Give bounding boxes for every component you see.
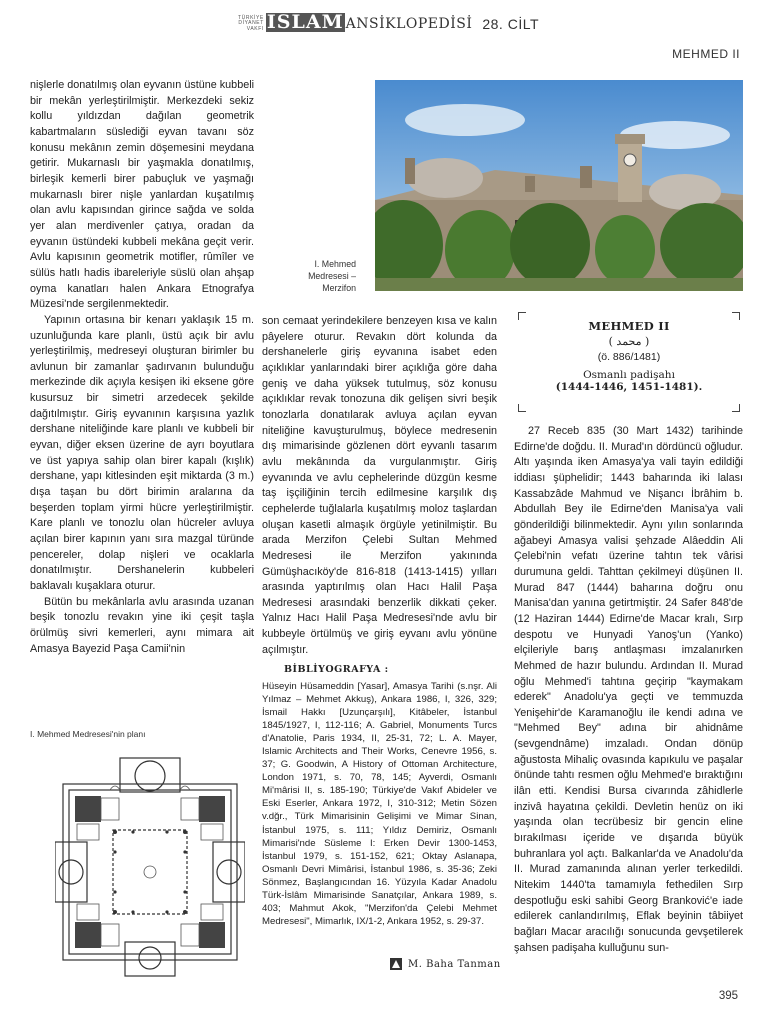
paragraph: nişlerle donatılmış olan eyvanın üstüne kubbeli bir mekân yerleştirilmiştir. Merkezdeki sekiz kollu yıldızdan dağılan geometrik kabartmaların süslediği eyvan tavanı söz konusu mekânın zemin döşemesini meydana getirir. Mukarnaslı bir yaşmakla donatılmış, birleşik kemerli birer pabuçluk ve yaşmağı mukarnaslı birer nişle yanlardan kuşatılmış olan avlu kapısından girince sağda ve solda yer alan merdivenler çatıya, oradan da eyvanın üstündeki kubbeli mekâna geçit verir. Avlu kapısının geometrik motifler, rûmîler ve sülüs hatlı hadis ibareleriyle süslü olan ahşap oyma kanatları halen Ankara Etnografya Müzesi'nde sergilenmektedir. <box>30 79 254 311</box>
paragraph: Yapının ortasına bir kenarı yaklaşık 15 m. uzunluğunda kare planlı, üstü açık bir avlu yerleştirilmiş, medreseyi oluşturan birimler bu avlunun bir zamanlar şadırvanın bulunduğu merkezinde dik açıyla kesişen iki eksene göre kusursuz bir simetri arzedecek şekilde dağıtılmıştır. Giriş eyvanının karşısına yazlık dershane niteliğinde kare planlı ve kubbeli bir eyvan, diğer eksen üzerine de ayrı boyutlara ve üst yapıya sahip olan birer kapalı (kışlık) dershane, yapı kitlesinden eşit miktarda (3 m.) dışa taşan bu dört birimin aralarına da beşerden toplam yirmi hücre yerleştirilmiştir. Kare planlı ve tonozlu olan hücreler avluya açılan birer kapının yanı sıra mazgal türünde pencereler, dolap nişleri ve ocaklarla donatılmıştır. Dershanelerin kubbeleri baklavalı kuşaklara oturur. <box>30 313 254 592</box>
column-3 <box>514 424 743 980</box>
plan-caption: I. Mehmed Medresesi'nin planı <box>30 729 146 739</box>
entry-reign: (1444-1446, 1451-1481). <box>555 381 703 393</box>
entry-dates: (ö. 886/1481) <box>597 351 661 363</box>
column-2 <box>262 314 497 660</box>
running-title: MEHMED II <box>672 47 740 61</box>
paragraph: son cemaat yerindekilere benzeyen kısa ve kalın pâyelere oturur. Revakın dört kolunda da dershanelerle giriş eyvanına isabet eden açıklıklar yanlarındaki birer açıklığa göre daha geniş ve daha yüksek tutulmuş, söz konusu açıklıklar revak tonozuna dik gelişen sivri beşik tonozlarla donatılarak avluya açılan eyvan niteliğine kavuşturulmuş, böylece medresenin dış mimarisinde gözlenen dört eyvanlı tasarım avlu mekânında da vurgulanmıştır. Giriş eyvanında ve avlu cephelerinde düzgün kesme taş işçiliğinin tercih edilmesine karşılık dış cephelerde tuğlalarla kuşatılmış moloz taşlardan oluşan kasetli almaşık örgüyle yetinilmiştir. Bu arada Merzifon Çelebi Sultan Mehmed Medresesi ile Merzifon yakınında Gümüşhacıköy'de 816-818 (1413-1415) yılları arasında yaptırılmış olan Hacı Halil Paşa Medresesi arasındaki benzerlik dikkati çeker. Yalnız Hacı Halil Paşa Medresesi'nde avlu bir kubbeyle örtülmüş ve giriş eyvanı avlu yönüne açılmıştır. <box>262 315 497 656</box>
foundation-name: TÜRKİYE DİYANET VAKFI <box>238 14 264 32</box>
entry-title: MEHMED II <box>588 319 670 333</box>
corner-mark <box>732 404 740 412</box>
ansiklopedisi-text: ANSİKLOPEDİSİ <box>345 16 473 32</box>
islam-logo-text: İSLÂM <box>266 11 344 33</box>
corner-mark <box>732 312 740 320</box>
author-mark-icon <box>390 958 402 970</box>
entry-arabic-name: ( محمد ) <box>608 335 650 348</box>
photo-caption: I. Mehmed Medresesi – Merzifon <box>308 259 356 293</box>
article-author <box>390 958 501 970</box>
volume-label: 28. CİLT <box>482 16 540 32</box>
medrese-floor-plan <box>55 752 245 978</box>
corner-mark <box>518 312 526 320</box>
encyclopedia-header <box>238 6 539 32</box>
paragraph: Bütün bu mekânlarla avlu arasında uzanan beşik tonozlu revakın yine iki çeşit taşla örülmüş sivri kemerleri, aynı mimara ait Amasya Bayezid Paşa Camii'nin <box>30 595 254 655</box>
column-1 <box>30 78 254 678</box>
entry-heading-box <box>518 312 740 412</box>
entry-role: Osmanlı padişahı <box>583 369 675 381</box>
medrese-photo <box>375 80 743 291</box>
bibliography-text: Hüseyin Hüsameddin [Yasar], Amasya Tarihi (s.nşr. Ali Yılmaz – Mehmet Akkuş), Ankara 1986, I, 326, 329; İsmail Hakkı [Uzunçarşılı], Kitâbeler, İstanbul 1845/1927, I, 112-116; A. Gabriel, Monuments Turcs d'Anatolie, Paris 1934, II, 25-31, 72; L. A. Mayer, Islamic Architects and Their Works, Cenevre 1956, s. 37; G. Goodwin, A History of Ottoman Architecture, London 1971, s. 70, 78, 145; Ayverdi, Osmanlı Mi'mârisi II, s. 185-190; Türkiye'de Vakıf Abideler ve Eski Eserler, Ankara 1972, I, 310-312; Metin Sözen v.dğr., Türk Mimarisinin Gelişimi ve Mimar Sinan, İstanbul 1975, s. 111; Yıldız Demiriz, Osmanlı Mimarisi'nde Süsleme I: Erken Devir 1300-1453, İstanbul 1979, s. 151-152, 621; Oktay Aslanapa, Osmanlı Devri Mimârisi, İstanbul 1986, s. 35-36; Zeki Sönmez, Başlangıcından 16. Yüzyıla Kadar Anadolu Türk-İslâm Mimarisinde Sanatçılar, Ankara 1989, s. 403; Mahmut Akok, "Merzifon'da Çelebi Mehmet Medresesi", Mimarlık, IX/1-2, Ankara 1952, s. 29-37. <box>262 681 497 927</box>
paragraph: 27 Receb 835 (30 Mart 1432) tarihinde Edirne'de doğdu. II. Murad'ın dördüncü oğludur. Altı yaşında iken Amasya'ya vali tayin edildiği iddiası şüphelidir; 1443 baharında iki lalası Kassabzâde Mahmud ve Nişancı İbrâhim b. Abdullah Bey ile Edirne'den Manisa'ya vali gönderildiği bilinmektedir. Aynı yılın sonlarında ağabeyi Amasya valisi şehzade Alâeddin Ali Çelebi'nin vefatı üzerine tahtın tek vârisi durumuna geldi. Tahttan çekilmeyi düşünen II. Murad 847 (1444) baharına doğru onu Manisa'dan yanına getirtmiştir. 24 Safer 848'de (12 Haziran 1444) Edirne'de Macar kralı, Sırp despotu ve Hunyadi Yanoş'un (Yanko) elçileriyle barış antlaşması imzalanırken Mehmed de hazır bulundu. Ardından II. Murad oğlu Mehmed'i tahtına geçirip "kaymakam ederek" Anadolu'ya geçti ve temmuzda Yenişehir'de Karamanoğlu ile kendi adına ve "Mehmed Bey" adına bir ahidnâme (sevgendnâme) imzaladı. Ondan dönüp ağustosta Mihaliç ovasında kapıkulu ve paşalar önünde tahtı resmen oğlu Mehmed'e bıraktığını ilân etti. Kendisi Bursa civarında zâhidlerle inzivâ hayatına çekildi. Devletin henüz on iki yaşında olan tecrübesiz bir gencin eline bırakılması içeride ve dışarıda büyük buhranlara yol açtı. Balkanlar'da ve Anadolu'da II. Murad zamanında alınan yerler terkedildi. Nitekim 1440'ta tamamıyla fethedilen Sırp despotluğu eski sahibi Georg Branković'e iade edilerek canlandırılmış, Eflak beyinin tâbiiyet bağları Macar aracılığı sonucunda gevşetilerek şahsen padişaha kulluğunu sun- <box>514 425 743 954</box>
author-name: M. Baha Tanman <box>408 958 501 970</box>
page-number: 395 <box>718 990 738 1002</box>
corner-mark <box>518 404 526 412</box>
bibliography-heading: BİBLİYOGRAFYA : <box>284 664 389 675</box>
